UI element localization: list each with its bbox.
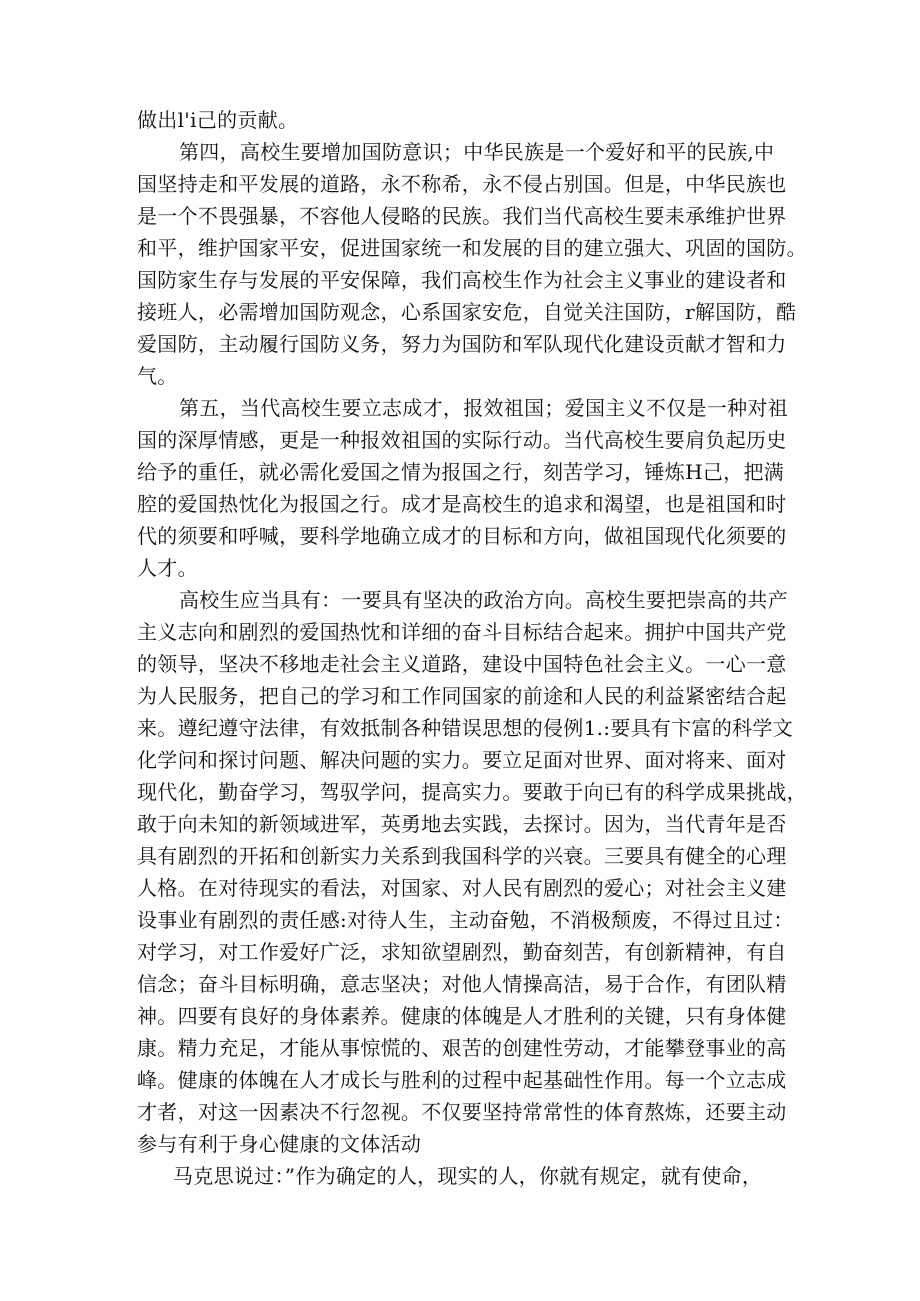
text-line: 人格。在对待现实的看法，对国家、对人民有剧烈的爱心；对社会主义建 [137,876,787,900]
text-line: 对学习，对工作爱好广泛，求知欲望剧烈，勤奋刻苦，有创新精神，有自 [137,940,787,964]
text-line: 设事业有剧烈的责任感:对待人生，主动奋勉，不消极颓废，不得过且过： [137,908,794,932]
text-line: 康。精力充足，才能从事惊慌的、艰苦的创建性劳动，才能攀登事业的高 [137,1036,787,1060]
text-line: 腔的爱国热忱化为报国之行。成才是高校生的追求和渴望，也是祖国和时 [137,492,787,516]
text-line: 具有剧烈的开拓和创新实力关系到我国科学的兴衰。三要具有健全的心理 [137,844,787,868]
text-line: 人才。 [137,556,198,580]
text-line: 现代化，勤奋学习，驾驭学问，提高实力。要敢于向已有的科学成果挑战， [137,780,807,804]
text-line: 和平，维护国家平安，促进国家统一和发展的目的建立强大、巩固的国防。 [137,236,807,260]
text-line: 代的须要和呼喊，要科学地确立成才的目标和方向，做祖国现代化须要的 [137,524,787,548]
text-line: 国坚持走和平发展的道路，永不称希，永不侵占别国。但是，中华民族也 [137,172,787,196]
paragraph-start-line: 第四，高校生要增加国防意识；中华民族是一个爱好和平的民族,中 [179,140,775,164]
text-line: 为人民服务，把自己的学习和工作同国家的前途和人民的利益紧密结合起 [137,684,787,708]
text-line: 做出l'i己的贡献。 [137,108,299,132]
paragraph-start-line: 马克思说过：”作为确定的人，现实的人，你就有规定，就有使命， [173,1164,763,1188]
text-line: 敢于向未知的新领域进军，英勇地去实践，去探讨。因为，当代青年是否 [137,812,787,836]
text-line: 国的深厚情感，更是一种报效祖国的实际行动。当代高校生要肩负起历史 [137,428,787,452]
text-line: 是一个不畏强暴，不容他人侵略的民族。我们当代高校生要耒承维护世界 [137,204,787,228]
paragraph-start-line: 第五，当代高校生要立志成才，报效祖国；爱国主义不仅是一种对祖 [179,396,788,420]
text-line: 爱国防，主动履行国防义务，努力为国防和军队现代化建设贡献才智和力 [137,332,787,356]
text-line: 来。遵纪遵守法律，有效抵制各种错误思想的侵例1.:要具有卞富的科学文 [137,716,794,740]
text-line: 才者，对这一因素决不行忽视。不仅要坚持常常性的体育熬炼，还要主动 [137,1100,787,1124]
text-line: 峰。健康的体魄在人才成长与胜利的过程中起基础性作用。每一个立志成 [137,1068,787,1092]
text-line: 国防家生存与发展的平安保障，我们高校生作为社会主义事业的建设者和 [137,268,787,292]
paragraph-start-line: 高校生应当具有：一要具有坚决的政治方向。高校生要把崇高的共产 [179,588,788,612]
text-line: 的领导，坚决不移地走社会主义道路，建设中国特色社会主义。一心一意 [137,652,787,676]
text-line: 神。四要有良好的身体素养。健康的体魄是人才胜利的关键，只有身体健 [137,1004,787,1028]
text-line: 气。 [137,364,178,388]
text-line: 接班人，必需增加国防观念，心系国家安危，自觉关注国防，r解国防，酷 [137,300,797,324]
text-line: 参与有利于身心健康的文体活动 [137,1132,422,1156]
text-line: 信念；奋斗目标明确，意志坚决；对他人情操高洁，易于合作，有团队精 [137,972,787,996]
text-line: 化学问和探讨问题、解决问题的实力。要立足面对世界、面对将来、面对 [137,748,787,772]
text-line: 主义志向和剧烈的爱国热忱和详细的奋斗目标结合起来。拥护中国共产党 [137,620,787,644]
text-line: 给予的重任，就必需化爱国之情为报国之行，刻苦学习，锤炼H己，把满 [137,460,785,484]
body-text [137,104,807,1192]
